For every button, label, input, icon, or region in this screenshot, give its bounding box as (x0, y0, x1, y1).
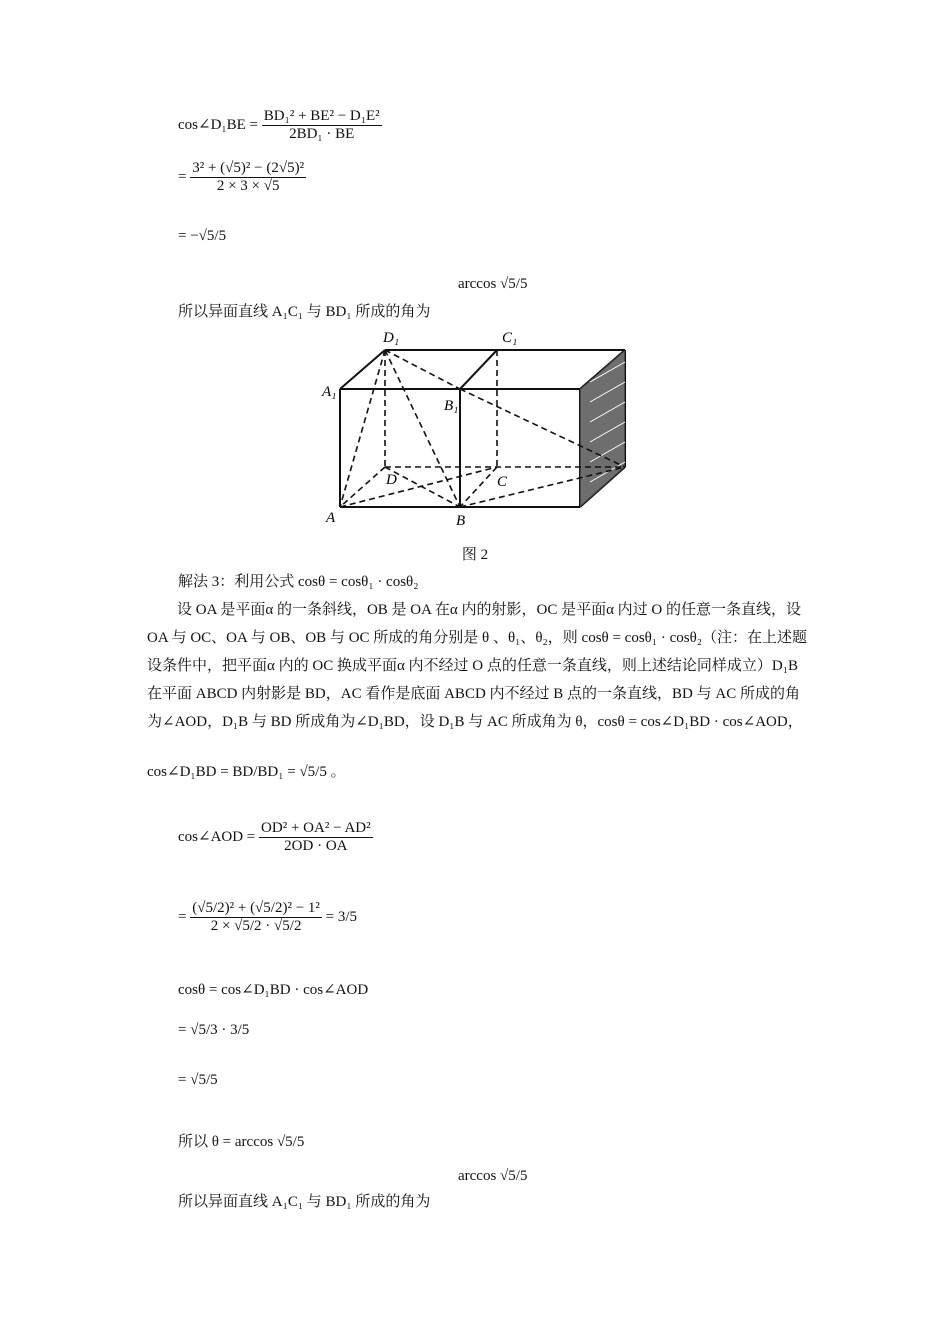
eq2-step2-fraction (190, 900, 322, 935)
eq1-lhs: cos∠D₁BE = (178, 116, 259, 133)
eq2-denominator: 2OD · OA (284, 838, 348, 854)
method3-intro (178, 570, 418, 591)
conclusion2-value: arccos √5/5 (458, 1168, 528, 1184)
label-b: B (456, 513, 466, 529)
method3-intro-text: 解法 3：利用公式 (178, 574, 295, 590)
eq2-numerator: OD² + OA² − AD² (261, 820, 371, 836)
eq1-line3: = −√5/5 (178, 228, 227, 244)
eq3-line1: cosθ = cos∠D₁BD · cos∠AOD (178, 982, 369, 998)
eq2-line2: = $\frac{\text{(√5/2)² + (√5/2)² − 1²}}{2 \times √5/2 \cdot √5/2}$ = 3/5 (178, 900, 358, 934)
eq1-step2-denominator: 2 × 3 × √5 (216, 178, 280, 194)
eq1-denominator: 2BD₁ · BE (289, 126, 355, 142)
label-a1: A₁ (322, 384, 337, 400)
eq1-numerator: BD₁² + BE² − D₁E² (263, 108, 380, 124)
eq2-fraction (259, 820, 373, 855)
figure-2 (320, 322, 640, 532)
label-b1: B₁ (444, 398, 459, 414)
label-a: A (326, 510, 336, 526)
conclusion1-text: 所以异面直线 A₁C₁ 与 BD₁ 所成的角为 (178, 304, 431, 320)
method3-cos-d1bd: cos∠D₁BD = BD/BD₁ = √5/5 。 (147, 764, 346, 780)
figure-caption: 图 2 (461, 547, 489, 563)
eq2-step2-denominator: 2 × √5/2 · √5/2 (210, 918, 302, 934)
label-d1: D₁ (383, 330, 400, 346)
label-d: D (386, 472, 397, 488)
method3-paragraph: 设 OA 是平面α 的一条斜线，OB 是 OA 在α 内的射影，OC 是平面α 内过 O 的任意一条直线，设 OA 与 OC、OA 与 OB、OB 与 OC 所成的角分别是 θ 、θ₁、θ₂，则 cosθ = cosθ₁ · cosθ₂（注：在上述题设条件中，把平面α 内的 OC 换成平面α 内不经过 O 点的任意一条直线，则上述结论同样成立）D₁B 在平面 ABCD 内射影是 BD，AC 看作是底面 ABCD 内不经过 B 点的一条直线，BD 与 AC 所成的角为∠AOD，D₁B 与 BD 所成角为∠D₁BD，设 D₁B 与 AC 所成角为 θ，cosθ = cos∠D₁BD · cos∠AOD， (147, 602, 807, 730)
eq1-step2-fraction (190, 160, 306, 195)
eq2-lhs: cos∠AOD = (178, 828, 256, 845)
label-c1: C₁ (502, 330, 518, 346)
method3-formula: cosθ = cosθ₁ · cosθ₂ (298, 574, 419, 590)
eq1-step2-numerator: 3² + (√5)² − (2√5)² (192, 160, 305, 176)
conclusion2-text: 所以异面直线 A₁C₁ 与 BD₁ 所成的角为 (178, 1194, 431, 1210)
eq1-line2: = $\frac{\text{3² + (√5)² − (2√5)²}}{2 \times 3 \times √5}$ (178, 160, 305, 194)
eq2-step2-result: = 3/5 (325, 908, 358, 925)
eq2-step2-numerator: (√5/2)² + (√5/2)² − 1² (192, 900, 320, 916)
eq3-line2: = √5/3 · 3/5 (178, 1022, 250, 1038)
eq1-line1 (178, 108, 382, 143)
eq3-line4: 所以 θ = arccos √5/5 (178, 1134, 305, 1150)
eq3-line3: = √5/5 (178, 1072, 218, 1088)
eq1-fraction (262, 108, 382, 143)
conclusion1-value: arccos √5/5 (458, 276, 528, 292)
label-c: C (497, 474, 508, 490)
eq2-line1 (178, 820, 373, 855)
